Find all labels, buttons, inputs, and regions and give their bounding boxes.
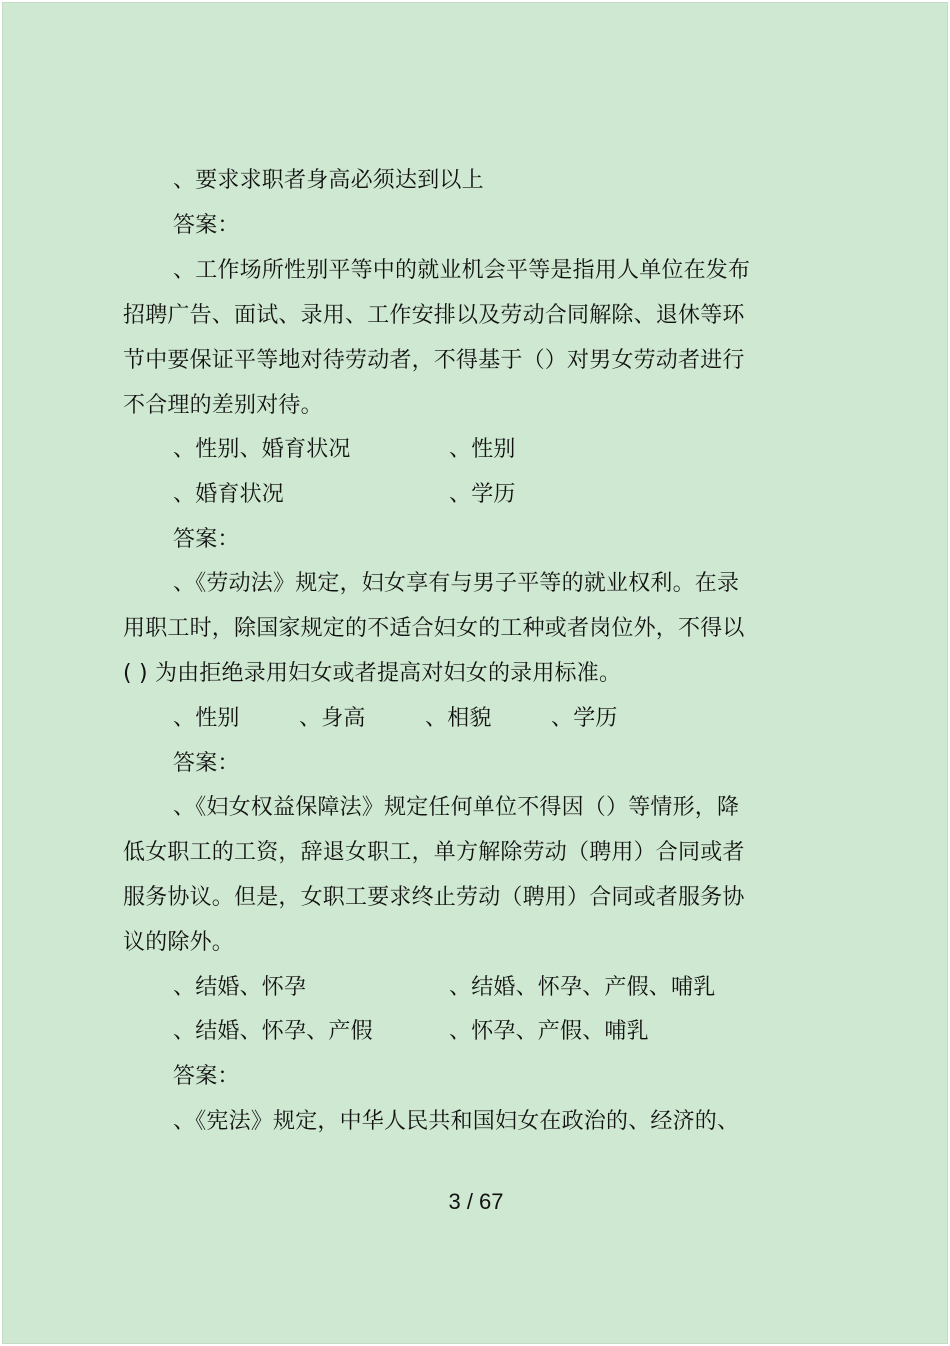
option-text: 、身高 (299, 706, 366, 731)
answer-label: 答案： (173, 751, 240, 776)
option-text: 、性别 (173, 706, 240, 731)
option-text: 、性别 (449, 437, 516, 462)
option-text: 、相貌 (425, 706, 492, 731)
option-text: 、结婚、怀孕、产假、哺乳 (449, 975, 716, 1000)
option-text: 、婚育状况 (173, 482, 285, 507)
question-text: 不合理的差别对待。 (123, 393, 323, 418)
question-text: 、要求求职者身高必须达到以上 (173, 168, 484, 193)
question-text: ( ) 为由拒绝录用妇女或者提高对妇女的录用标准。 (123, 661, 622, 686)
question-text: 节中要保证平等地对待劳动者，不得基于（）对男女劳动者进行 (123, 348, 745, 373)
answer-label: 答案： (173, 213, 240, 238)
question-text: 招聘广告、面试、录用、工作安排以及劳动合同解除、退休等环 (123, 303, 745, 328)
page-number: 3 / 67 (448, 1189, 504, 1214)
option-text: 、学历 (449, 482, 516, 507)
question-text: 低女职工的工资，辞退女职工，单方解除劳动（聘用）合同或者 (123, 840, 745, 865)
question-text: 服务协议。但是，女职工要求终止劳动（聘用）合同或者服务协 (123, 885, 745, 910)
option-text: 、学历 (551, 706, 618, 731)
document-page (2, 2, 948, 1344)
question-text: 、《妇女权益保障法》规定任何单位不得因（）等情形，降 (173, 795, 740, 820)
question-text: 、《宪法》规定，中华人民共和国妇女在政治的、经济的、 (173, 1109, 740, 1134)
question-text: 用职工时，除国家规定的不适合妇女的工种或者岗位外，不得以 (123, 616, 745, 641)
question-text: 、《劳动法》规定，妇女享有与男子平等的就业权利。在录 (173, 571, 740, 596)
option-text: 、性别、婚育状况 (173, 437, 351, 462)
option-text: 、怀孕、产假、哺乳 (449, 1019, 649, 1044)
option-text: 、结婚、怀孕、产假 (173, 1019, 373, 1044)
answer-label: 答案： (173, 527, 240, 552)
option-text: 、结婚、怀孕 (173, 975, 307, 1000)
question-text: 议的除外。 (123, 930, 235, 955)
question-text: 、工作场所性别平等中的就业机会平等是指用人单位在发布 (173, 258, 751, 283)
answer-label: 答案： (173, 1064, 240, 1089)
